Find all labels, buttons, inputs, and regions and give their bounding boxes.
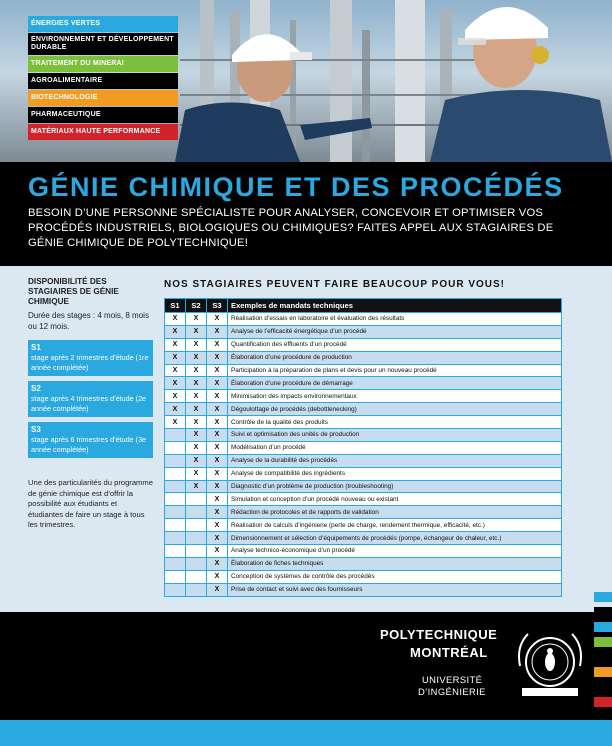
task-cell: Modélisation d’un procédé (228, 441, 562, 454)
table-row (165, 557, 562, 570)
stage-text: stage après 6 trimestres d’étude (3e année complétée) (31, 435, 147, 454)
task-cell: Analyse de la durabilité des procédés (228, 454, 562, 467)
stage-box-s2 (28, 381, 153, 417)
stage-mark-cell: X (165, 338, 186, 351)
stage-mark-cell (186, 493, 207, 506)
table-row (165, 545, 562, 558)
brand-name-line1: POLYTECHNIQUE (380, 627, 498, 642)
stage-mark-cell (165, 480, 186, 493)
stage-mark-cell (186, 583, 207, 596)
stage-mark-cell: X (186, 467, 207, 480)
stage-mark-cell (165, 506, 186, 519)
column-header: S3 (207, 299, 228, 313)
stage-mark-cell: X (207, 416, 228, 429)
stage-mark-cell (165, 467, 186, 480)
stage-mark-cell: X (186, 325, 207, 338)
stage-mark-cell: X (186, 313, 207, 326)
task-cell: Rédaction de protocoles et de rapports de validation (228, 506, 562, 519)
stage-mark-cell: X (207, 480, 228, 493)
stage-mark-cell (186, 570, 207, 583)
task-cell: Prise de contact et suivi avec des fournisseurs (228, 583, 562, 596)
table-row (165, 351, 562, 364)
task-cell: Diagnostic d’un problème de production (troubleshooting) (228, 480, 562, 493)
task-cell: Dimensionnement et sélection d’équipements de procédés (pompe, échangeur de chaleur, etc.) (228, 532, 562, 545)
table-row (165, 493, 562, 506)
stage-mark-cell: X (165, 416, 186, 429)
task-cell: Analyse de l’efficacité énergétique d’un procédé (228, 325, 562, 338)
stage-mark-cell: X (186, 390, 207, 403)
table-row (165, 313, 562, 326)
task-cell: Participation à la préparation de plans et devis pour un nouveau procédé (228, 364, 562, 377)
table-row (165, 325, 562, 338)
stage-code: S2 (31, 384, 41, 393)
color-mark (594, 682, 612, 692)
color-mark (594, 622, 612, 632)
column-header: S1 (165, 299, 186, 313)
stage-mark-cell (165, 545, 186, 558)
stage-code: S3 (31, 425, 41, 434)
table-row (165, 519, 562, 532)
stage-mark-cell: X (186, 429, 207, 442)
table-row (165, 416, 562, 429)
table-row (165, 377, 562, 390)
stage-mark-cell: X (207, 338, 228, 351)
stage-text: stage après 2 trimestres d’étude (1re année complétée) (31, 353, 149, 372)
stage-mark-cell (165, 519, 186, 532)
table-row (165, 532, 562, 545)
stage-mark-cell: X (165, 403, 186, 416)
color-mark (594, 652, 612, 662)
table-row (165, 429, 562, 442)
stage-mark-cell: X (207, 351, 228, 364)
stage-mark-cell: X (207, 377, 228, 390)
side-color-marks (594, 592, 612, 712)
sector-tag: ÉNERGIES VERTES (28, 16, 178, 32)
table-header-row (165, 299, 562, 313)
table-row (165, 480, 562, 493)
program-note: Une des particularités du programme de génie chimique est d’offrir la possibilité aux étudiants et étudiantes de faire un stage à tous les trimestres. (28, 478, 153, 529)
table-row (165, 570, 562, 583)
table-row (165, 506, 562, 519)
stage-mark-cell: X (207, 429, 228, 442)
stage-mark-cell: X (207, 493, 228, 506)
color-mark (594, 607, 612, 617)
sector-list (28, 16, 178, 141)
column-header: Exemples de mandats techniques (228, 299, 562, 313)
stage-mark-cell: X (186, 338, 207, 351)
stage-mark-cell (165, 557, 186, 570)
task-cell: Analyse de compatibilité des ingrédients (228, 467, 562, 480)
color-mark (594, 667, 612, 677)
brand-name-line2: MONTRÉAL (410, 645, 488, 660)
task-cell: Quantification des effluents d’un procédé (228, 338, 562, 351)
table-row (165, 338, 562, 351)
intro-text: BESOIN D’UNE PERSONNE SPÉCIALISTE POUR ANALYSER, CONCEVOIR ET OPTIMISER VOS PROCÉDÉS INDUSTRIELS, BIOLOGIQUES OU CHIMIQUES? FAITES APPEL AUX STAGIAIRES DE GÉNIE CHIMIQUE DE POLYTECHNIQUE! (28, 207, 554, 249)
stage-box-s1 (28, 340, 153, 376)
stage-mark-cell: X (165, 377, 186, 390)
stage-box-s3 (28, 422, 153, 458)
stage-mark-cell: X (207, 364, 228, 377)
task-cell: Suivi et optimisation des unités de production (228, 429, 562, 442)
sector-tag: ENVIRONNEMENT ET DÉVELOPPEMENT DURABLE (28, 33, 178, 55)
task-cell: Élaboration d’une procédure de production (228, 351, 562, 364)
stage-mark-cell: X (207, 570, 228, 583)
task-cell: Conception de systèmes de contrôle des procédés (228, 570, 562, 583)
task-cell: Contrôle de la qualité des produits (228, 416, 562, 429)
table-row (165, 467, 562, 480)
stage-code: S1 (31, 343, 41, 352)
tagline-line2: D’INGÉNIERIE (418, 686, 486, 697)
stage-mark-cell (186, 545, 207, 558)
stage-mark-cell: X (207, 506, 228, 519)
page-title: GÉNIE CHIMIQUE ET DES PROCÉDÉS (28, 172, 564, 202)
task-cell: Réalisation de calculs d’ingénierie (perte de charge, rendement thermique, efficacité, etc.) (228, 519, 562, 532)
availability-heading: DISPONIBILITÉ DES STAGIAIRES DE GÉNIE CHIMIQUE (28, 277, 119, 306)
mandates-table (164, 298, 562, 597)
stage-mark-cell: X (207, 545, 228, 558)
stage-mark-cell (186, 519, 207, 532)
stage-mark-cell: X (186, 416, 207, 429)
bottom-strip (0, 720, 612, 746)
stage-text: stage après 4 trimestres d’étude (2e année complétée) (31, 394, 147, 413)
stage-mark-cell (165, 493, 186, 506)
stage-mark-cell (186, 506, 207, 519)
stage-mark-cell: X (186, 454, 207, 467)
table-row (165, 364, 562, 377)
stage-mark-cell (165, 429, 186, 442)
university-seal-logo (508, 626, 592, 702)
stage-mark-cell (165, 570, 186, 583)
stage-mark-cell: X (207, 390, 228, 403)
tagline-line1: UNIVERSITÉ (422, 674, 483, 685)
stage-mark-cell (165, 454, 186, 467)
stage-mark-cell (165, 441, 186, 454)
sector-tag: MATÉRIAUX HAUTE PERFORMANCE (28, 124, 178, 140)
column-header: S2 (186, 299, 207, 313)
stage-mark-cell: X (207, 454, 228, 467)
stage-mark-cell (165, 532, 186, 545)
stage-mark-cell: X (207, 467, 228, 480)
sector-tag: PHARMACEUTIQUE (28, 107, 178, 123)
duration-text: Durée des stages : 4 mois, 8 mois ou 12 mois. (28, 311, 149, 331)
color-mark (594, 697, 612, 707)
stage-mark-cell: X (186, 441, 207, 454)
table-row (165, 454, 562, 467)
table-row (165, 403, 562, 416)
table-heading: NOS STAGIAIRES PEUVENT FAIRE BEAUCOUP POUR VOUS! (164, 279, 506, 290)
stage-mark-cell: X (165, 351, 186, 364)
sector-tag: AGROALIMENTAIRE (28, 73, 178, 89)
stage-mark-cell: X (186, 403, 207, 416)
stage-mark-cell: X (186, 364, 207, 377)
task-cell: Minimisation des impacts environnementaux (228, 390, 562, 403)
task-cell: Simulation et conception d’un procédé nouveau ou existant (228, 493, 562, 506)
stage-mark-cell: X (207, 325, 228, 338)
task-cell: Élaboration de fiches techniques (228, 557, 562, 570)
stage-mark-cell: X (207, 532, 228, 545)
stage-mark-cell: X (165, 313, 186, 326)
stage-mark-cell (165, 583, 186, 596)
sector-tag: TRAITEMENT DU MINERAI (28, 56, 178, 72)
stage-mark-cell: X (207, 519, 228, 532)
stage-mark-cell: X (165, 364, 186, 377)
table-row (165, 441, 562, 454)
table-row (165, 583, 562, 596)
task-cell: Réalisation d’essais en laboratoire et évaluation des résultats (228, 313, 562, 326)
sector-tag: BIOTECHNOLOGIE (28, 90, 178, 106)
color-mark (594, 637, 612, 647)
table-row (165, 390, 562, 403)
task-cell: Analyse technico-économique d’un procédé (228, 545, 562, 558)
stage-mark-cell: X (207, 583, 228, 596)
stage-mark-cell: X (165, 325, 186, 338)
stage-mark-cell: X (207, 441, 228, 454)
stage-mark-cell: X (207, 557, 228, 570)
stage-mark-cell: X (207, 313, 228, 326)
stage-mark-cell (186, 532, 207, 545)
color-mark (594, 592, 612, 602)
task-cell: Élaboration d’une procédure de démarrage (228, 377, 562, 390)
stage-mark-cell: X (165, 390, 186, 403)
stage-mark-cell: X (186, 377, 207, 390)
stage-mark-cell (186, 557, 207, 570)
stage-mark-cell: X (207, 403, 228, 416)
task-cell: Dégoulottage de procédés (debottlenecking) (228, 403, 562, 416)
stage-mark-cell: X (186, 480, 207, 493)
stage-mark-cell: X (186, 351, 207, 364)
